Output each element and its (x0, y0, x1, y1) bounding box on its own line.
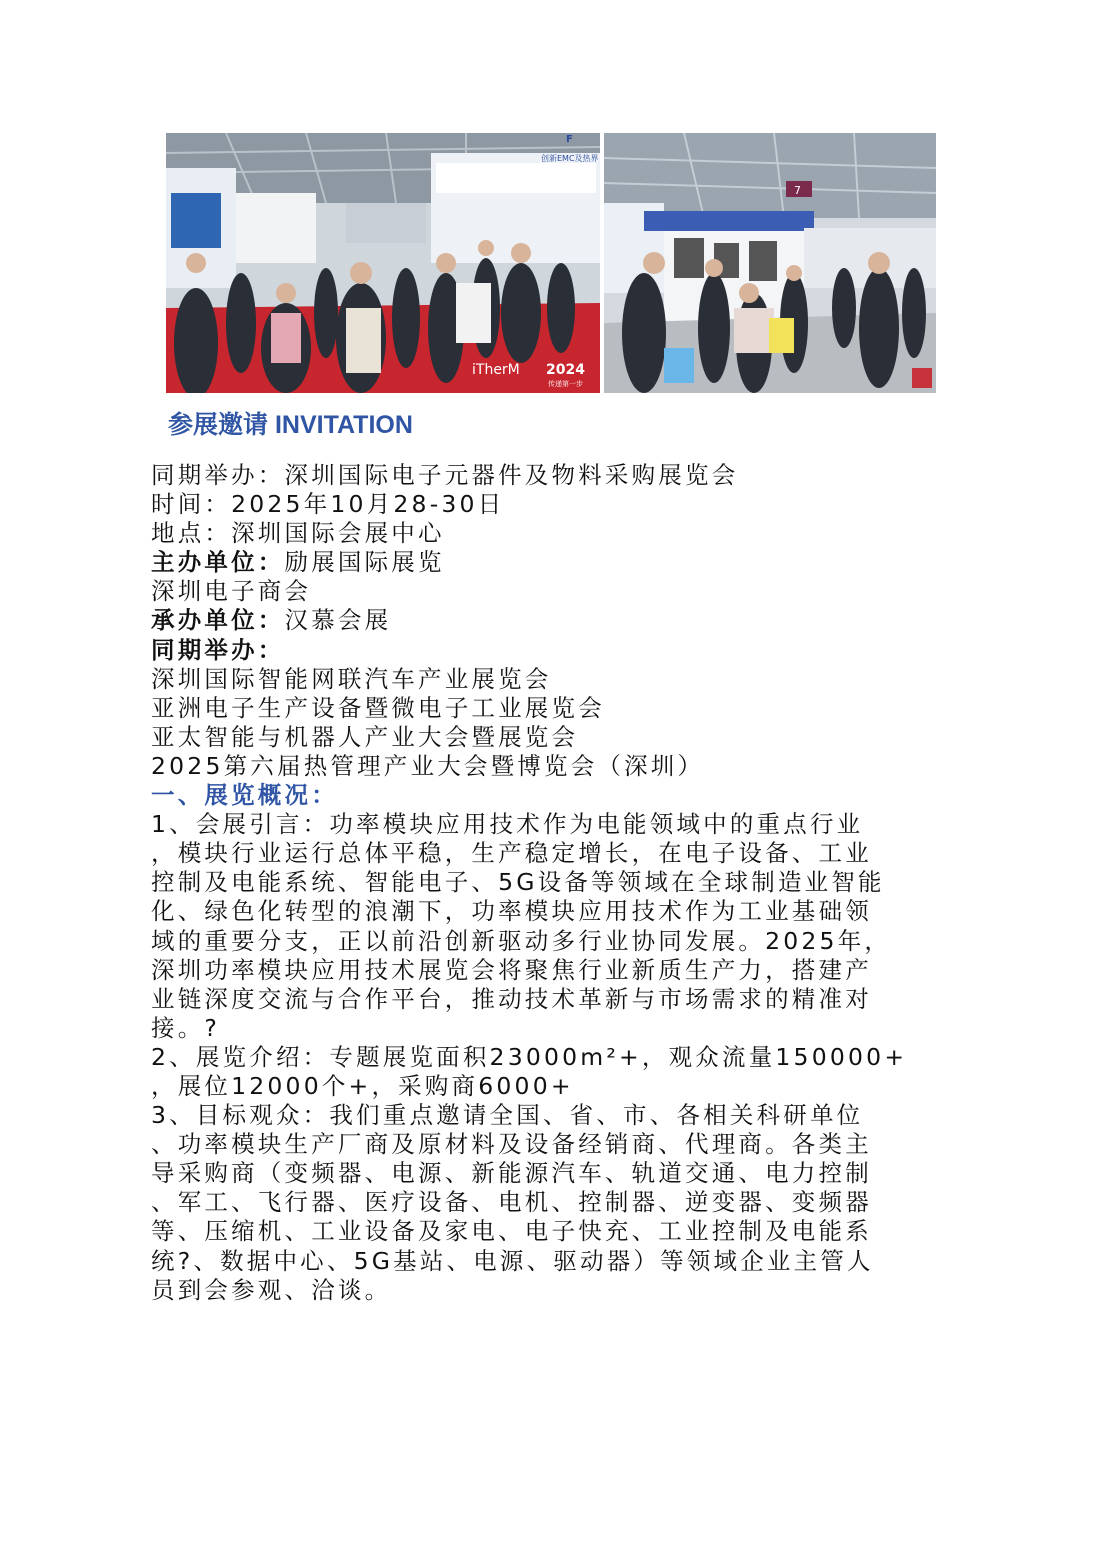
intro-paragraph-line: 业链深度交流与合作平台，推动技术革新与市场需求的精准对 (151, 984, 872, 1013)
intro-paragraph-line: 接。? (151, 1013, 221, 1042)
exhibition-intro-line: 2、展览介绍：专题展览面积23000m²+，观众流量150000+ (151, 1042, 908, 1071)
organizer-line (151, 548, 961, 577)
concurrent-item: 深圳国际智能网联汽车产业展览会 (151, 664, 552, 693)
intro-paragraph-line: ，模块行业运行总体平稳，生产稳定增长，在电子设备、工业 (151, 839, 872, 868)
intro-paragraph-line: 深圳功率模块应用技术展览会将聚焦行业新质生产力，搭建产 (151, 955, 872, 984)
document-body (151, 461, 961, 1305)
coorganizer-value: 汉慕会展 (284, 606, 392, 635)
intro-paragraph-line: 域的重要分支，正以前沿创新驱动多行业协同发展。2025年， (151, 926, 892, 955)
target-audience-line: 3、目标观众：我们重点邀请全国、省、市、各相关科研单位 (151, 1101, 864, 1130)
concurrent-item: 亚太智能与机器人产业大会暨展览会 (151, 722, 579, 751)
target-audience-line: 、功率模块生产厂商及原材料及设备经销商、代理商。各类主 (151, 1130, 872, 1159)
concurrent-exhibition-line: 同期举办：深圳国际电子元器件及物料采购展览会 (151, 461, 739, 489)
target-audience-line: 导采购商（变频器、电源、新能源汽车、轨道交通、电力控制 (151, 1159, 872, 1188)
organizer-label: 主办单位： (151, 548, 285, 577)
organizer-second-line: 深圳电子商会 (151, 577, 312, 606)
svg-text:F: F (566, 134, 573, 145)
target-audience-line: 员到会参观、洽谈。 (151, 1275, 392, 1304)
concurrent-label: 同期举办： (151, 635, 285, 664)
target-audience-line: 统?、数据中心、5G基站、电源、驱动器）等领域企业主管人 (151, 1246, 874, 1275)
date-line: 时间：2025年10月28-30日 (151, 490, 505, 519)
tagline-text: 传递第一步 (548, 380, 583, 388)
overview-heading: 一、展览概况： (151, 781, 338, 810)
exhibition-hall-photo-right (604, 133, 936, 393)
exhibition-intro-line: ，展位12000个+，采购商6000+ (151, 1071, 574, 1100)
venue-line: 地点：深圳国际会展中心 (151, 519, 445, 548)
target-audience-line: 等、压缩机、工业设备及家电、电子快充、工业控制及电能系 (151, 1217, 872, 1246)
itherm-logo-text: iTherM (472, 362, 520, 378)
coorganizer-label: 承办单位： (151, 606, 285, 635)
coorganizer-line (151, 606, 961, 635)
hall-number-text: 7 (794, 184, 801, 197)
concurrent-item: 2025第六届热管理产业大会暨博览会（深圳） (151, 751, 705, 780)
invitation-title: 参展邀请 INVITATION (168, 411, 413, 439)
intro-paragraph-line: 化、绿色化转型的浪潮下，功率模块应用技术作为工业基础领 (151, 897, 872, 926)
concurrent-item: 亚洲电子生产设备暨微电子工业展览会 (151, 693, 605, 722)
organizer-value: 励展国际展览 (284, 548, 445, 577)
booth-sign-text: 创新EMC及热界 (541, 154, 599, 163)
target-audience-line: 、军工、飞行器、医疗设备、电机、控制器、逆变器、变频器 (151, 1188, 872, 1217)
exhibition-hall-photo-left (166, 133, 600, 393)
intro-paragraph-line: 控制及电能系统、智能电子、5G设备等领域在全球制造业智能 (151, 868, 885, 897)
year-2024-text: 2024 (546, 362, 585, 378)
exhibition-photo-strip (166, 133, 936, 393)
intro-paragraph-line: 1、会展引言：功率模块应用技术作为电能领域中的重点行业 (151, 810, 864, 839)
